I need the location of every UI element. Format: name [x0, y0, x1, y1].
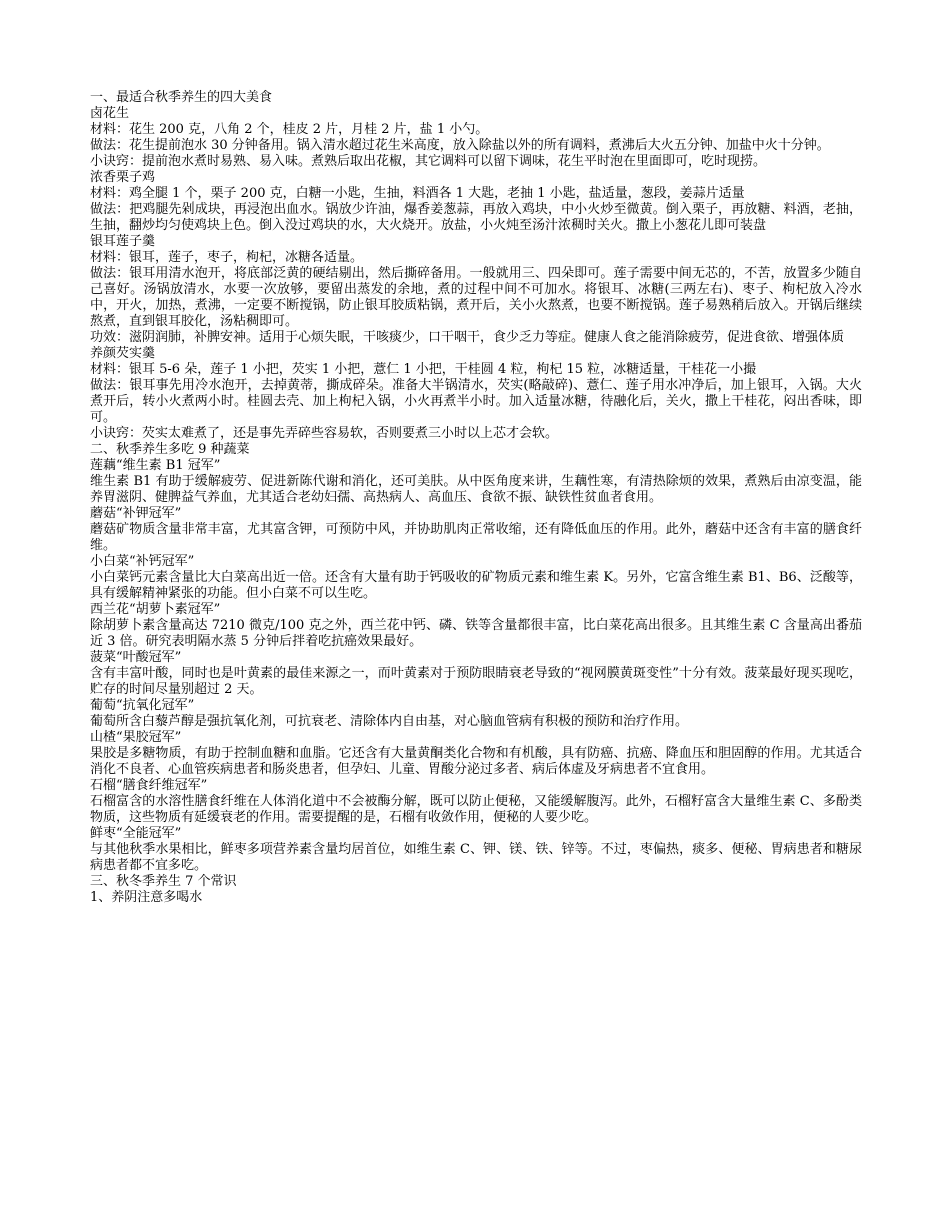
recipe-effect: 功效：滋阴润肺，补脾安神。适用于心烦失眠，干咳痰少，口干咽干，食少乏力等症。健康人食之能消除疲劳，促进食欲、增强体质 [90, 330, 845, 345]
recipe-ingredients: 材料：银耳 5-6 朵，莲子 1 小把，芡实 1 小把，薏仁 1 小把，干桂圆 4 粒，枸杞 15 粒，冰糖适量，干桂花一小撮 [90, 362, 757, 377]
vegetable-title: 石榴“膳食纤维冠军” [90, 778, 208, 793]
recipe-title: 养颜芡实羹 [90, 346, 156, 361]
tip-title: 1、养阴注意多喝水 [90, 890, 203, 905]
section-heading: 一、最适合秋季养生的四大美食 [90, 90, 273, 105]
vegetable-title: 菠菜“叶酸冠军” [90, 650, 182, 665]
recipe-ingredients: 材料：银耳，莲子，枣子，枸杞，冰糖各适量。 [90, 250, 364, 265]
vegetable-description: 小白菜钙元素含量比大白菜高出近一倍。还含有大量有助于钙吸收的矿物质元素和维生素 K。另外，它富含维生素 B1、B6、泛酸等，具有缓解精神紧张的功能。但小白菜不可以生吃。 [90, 570, 862, 601]
vegetable-description: 与其他秋季水果相比，鲜枣多项营养素含量均居首位，如维生素 C、钾、镁、铁、锌等。不过，枣偏热，痰多、便秘、胃病患者和糖尿病患者都不宜多吃。 [90, 842, 862, 873]
vegetable-title: 小白菜“补钙冠军” [90, 554, 195, 569]
recipe-tip: 小诀窍：芡实太难煮了，还是事先弄碎些容易软，否则要煮三小时以上芯才会软。 [90, 426, 559, 441]
vegetable-description: 葡萄所含白藜芦醇是强抗氧化剂，可抗衰老、清除体内自由基，对心脑血管病有积极的预防和治疗作用。 [90, 714, 689, 729]
vegetable-description: 含有丰富叶酸，同时也是叶黄素的最佳来源之一，而叶黄素对于预防眼睛衰老导致的“视网膜黄斑变性”十分有效。菠菜最好现买现吃，贮存的时间尽量别超过 2 天。 [90, 666, 862, 697]
recipe-method: 做法：花生提前泡水 30 分钟备用。锅入清水超过花生米高度，放入除盐以外的所有调料，煮沸后大火五分钟、加盐中火十分钟。 [90, 138, 830, 153]
vegetable-description: 维生素 B1 有助于缓解疲劳、促进新陈代谢和消化，还可美肤。从中医角度来讲，生藕性寒，有清热除烦的效果，煮熟后由凉变温，能养胃滋阴、健脾益气养血，尤其适合老幼妇孺、高热病人、高血压、食欲不振、缺铁性贫血者食用。 [90, 474, 862, 505]
section-heading: 二、秋季养生多吃 9 种蔬菜 [90, 442, 250, 457]
section-heading: 三、秋冬季养生 7 个常识 [90, 874, 237, 889]
recipe-method: 做法：银耳用清水泡开，将底部泛黄的硬结剔出，然后撕碎备用。一般就用三、四朵即可。莲子需要中间无芯的，不苦，放置多少随自己喜好。汤锅放清水，水要一次放够，要留出蒸发的余地，煮的过程中间不可加水。将银耳、冰糖(三两左右)、枣子、枸杞放入冷水中，开火，加热，煮沸，一定要不断搅锅，防止银耳胶质粘锅，煮开后，关小火熬煮，也要不断搅锅。莲子易熟稍后放入。开锅后继续熬煮，直到银耳胶化，汤粘稠即可。 [90, 266, 862, 329]
vegetable-description: 石榴富含的水溶性膳食纤维在人体消化道中不会被酶分解，既可以防止便秘，又能缓解腹泻。此外，石榴籽富含大量维生素 C、多酚类物质，这些物质有延缓衰老的作用。需要提醒的是，石榴有收敛作用，便秘的人要少吃。 [90, 794, 862, 825]
vegetable-title: 山楂“果胶冠军” [90, 730, 182, 745]
vegetable-description: 果胶是多糖物质，有助于控制血糖和血脂。它还含有大量黄酮类化合物和有机酸，具有防癌、抗癌、降血压和胆固醇的作用。尤其适合消化不良者、心血管疾病患者和肠炎患者，但孕妇、儿童、胃酸分泌过多者、病后体虚及牙病患者不宜食用。 [90, 746, 862, 777]
recipe-title: 浓香栗子鸡 [90, 170, 156, 185]
recipe-method: 做法：把鸡腿先剁成块，再浸泡出血水。锅放少许油，爆香姜葱蒜，再放入鸡块，中小火炒至微黄。倒入栗子，再放糖、料酒，老抽，生抽，翻炒均匀使鸡块上色。倒入没过鸡块的水，大火烧开。放盐，小火炖至汤汁浓稠时关火。撒上小葱花儿即可装盘 [90, 202, 862, 233]
vegetable-title: 蘑菇“补钾冠军” [90, 506, 182, 521]
vegetable-description: 除胡萝卜素含量高达 7210 微克/100 克之外，西兰花中钙、磷、铁等含量都很丰富，比白菜花高出很多。且其维生素 C 含量高出番茄近 3 倍。研究表明隔水蒸 5 分钟后拌着吃抗癌效果最好。 [90, 618, 862, 649]
document-body [90, 90, 862, 906]
recipe-ingredients: 材料：花生 200 克，八角 2 个，桂皮 2 片，月桂 2 片，盐 1 小勺。 [90, 122, 489, 137]
recipe-ingredients: 材料：鸡全腿 1 个，栗子 200 克，白糖一小匙，生抽，料酒各 1 大匙，老抽 1 小匙，盐适量，葱段，姜蒜片适量 [90, 186, 745, 201]
vegetable-title: 鲜枣“全能冠军” [90, 826, 182, 841]
vegetable-title: 西兰花“胡萝卜素冠军” [90, 602, 221, 617]
recipe-title: 银耳莲子羹 [90, 234, 156, 249]
vegetable-title: 葡萄“抗氧化冠军” [90, 698, 195, 713]
vegetable-description: 蘑菇矿物质含量非常丰富，尤其富含钾，可预防中风，并协助肌肉正常收缩，还有降低血压的作用。此外，蘑菇中还含有丰富的膳食纤维。 [90, 522, 862, 553]
recipe-title: 卤花生 [90, 106, 130, 121]
recipe-method: 做法：银耳事先用冷水泡开，去掉黄蒂，撕成碎朵。准备大半锅清水，芡实(略敲碎)、薏仁、莲子用水冲净后，加上银耳，入锅。大火煮开后，转小火煮两小时。桂圆去壳、加上枸杞入锅，小火再煮半小时。加入适量冰糖，待融化后，关火，撒上干桂花，闷出香味，即可。 [90, 378, 862, 425]
vegetable-title: 莲藕“维生素 B1 冠军” [90, 458, 221, 473]
recipe-tip: 小诀窍：提前泡水煮时易熟、易入味。煮熟后取出花椒，其它调料可以留下调味，花生平时泡在里面即可，吃时现捞。 [90, 154, 767, 169]
